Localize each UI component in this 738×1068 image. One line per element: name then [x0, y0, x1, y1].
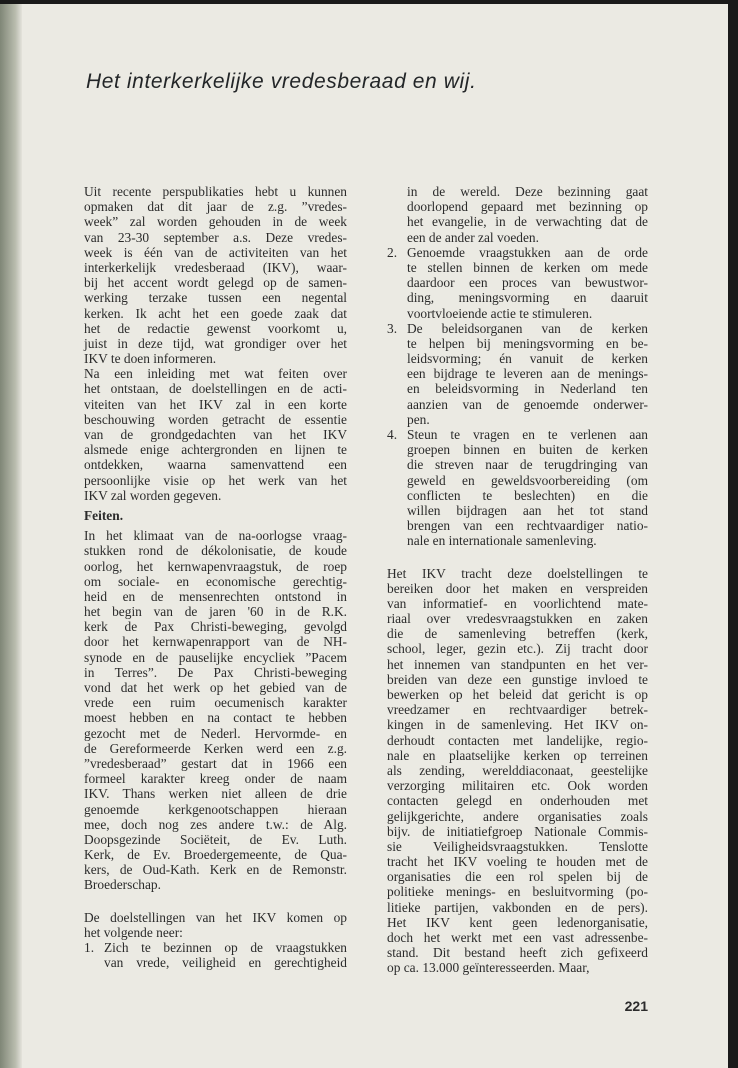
text-line: van informatief- en voorlichtend mate- [387, 595, 648, 611]
text-line: IKV zal worden gegeven. [84, 487, 222, 503]
text-line: Genoemde vraagstukken aan de orde [407, 244, 648, 260]
list-item [387, 321, 648, 427]
list-item [84, 940, 347, 970]
text-line: het ontstaan, de doelstellingen en de acti- [84, 381, 347, 397]
paragraph [84, 184, 347, 366]
text-line: ”vredesberaad” gestart dat in 1966 een [84, 755, 347, 771]
list-item [387, 245, 648, 321]
text-line: gelijkgerichte, andere organisaties zoals [387, 808, 648, 824]
text-line: stukken rond de dékolonisatie, de koude [84, 543, 347, 559]
text-line: van de grondgedachten van het IKV [84, 427, 347, 442]
text-line: IKV te doen informeren. [84, 351, 217, 367]
list-item [387, 184, 648, 245]
text-line: die streven naar de terugdringing van [407, 457, 648, 473]
text-line: tracht het IKV voeling te houden met de [387, 854, 648, 870]
document-page [0, 4, 728, 1068]
text-line: synode en de pauselijke encycliek ”Pacem [84, 649, 347, 665]
text-line: leidsvorming; én vanuit de kerken [407, 351, 648, 367]
text-line: brengen van een rechtvaardiger natio- [407, 518, 648, 534]
text-line: voortvloeiende actie te stimuleren. [407, 305, 593, 321]
text-line: riaal over vredesvraagstukken en zaken [387, 611, 648, 627]
text-line: Doopsgezinde Sociëteit, de Ev. Luth. [84, 831, 347, 847]
text-line: als zending, werelddiaconaat, geestelijke [387, 762, 648, 778]
text-line: litieke partijen, vakbonden en de pers). [387, 899, 648, 915]
text-line: nale en internationale samenleving. [407, 533, 597, 549]
text-line: Na een inleiding met wat feiten over [84, 366, 347, 382]
text-line: de Gereformeerde Kerken werd een z.g. [84, 740, 347, 756]
text-line: week” zal worden gehouden in de week [84, 214, 347, 230]
text-line: derhoudt contacten met landelijke, regio- [387, 732, 648, 748]
text-line: op ca. 13.000 geïnteresseerden. Maar, [387, 960, 590, 976]
text-line: doorlopend gepaard met bezinning op [407, 199, 648, 215]
text-line: De beleidsorganen van de kerken [407, 320, 648, 336]
text-line: sie Veiligheidsvraagstukken. Tenslotte [387, 838, 648, 854]
text-line: De doelstellingen van het IKV komen op [84, 909, 347, 925]
text-line: gezocht met de Nederl. Hervormde- en [84, 725, 347, 741]
text-line: interkerkelijk vredesberaad (IKV), waar- [84, 259, 347, 275]
text-line: in de wereld. Deze bezinning gaat [407, 184, 648, 199]
text-line: vreedzamer en rechtvaardiger betrek- [387, 702, 648, 718]
text-line: mee, doch nog zes andere t.w.: de Alg. [84, 816, 347, 832]
text-line: oorlog, het kernwapenvraagstuk, de roep [84, 558, 347, 574]
text-line: Feiten. [84, 507, 124, 523]
list-number: 3. [387, 320, 398, 336]
text-line: verzorging militairen etc. Ook worden [387, 778, 648, 794]
text-line: bereiken door het maken en verspreiden [387, 580, 648, 596]
text-line: van 23-30 september a.s. Deze vredes- [84, 229, 347, 245]
text-line: formeel karakter kreeg onder de naam [84, 771, 347, 787]
text-line: kingen in de samenleving. Het IKV on- [387, 717, 648, 733]
text-line: en beleidsvorming in Nederland ten [407, 381, 648, 397]
text-line: genoemde kerkgenootschappen hieraan [84, 801, 347, 817]
text-line: politieke menings- en besluitvorming (po- [387, 884, 648, 900]
text-line: bij het accent wordt gelegd op de samen- [84, 275, 347, 291]
text-line: kers, de Oud-Kath. Kerk en de Remonstr. [84, 862, 347, 878]
text-line: school, leger, gezin etc.). Zij tracht door [387, 641, 648, 657]
text-line: werking terzake tussen een negental [84, 290, 347, 306]
text-line: week is één van de activiteiten van het [84, 244, 347, 260]
text-line: om sociale- en economische gerechtig- [84, 573, 347, 589]
text-line: kerk de Pax Christi-beweging, gevolgd [84, 619, 347, 635]
text-line: In het klimaat van de na-oorlogse vraag- [84, 528, 347, 544]
text-line: kerken. Ik acht het een goede zaak dat [84, 305, 347, 321]
text-line: persoonlijke visie op het werk van het [84, 472, 347, 488]
text-line: aanzien van de genoemde onderwer- [407, 396, 648, 412]
text-line: het de redactie gewenst voorkomt u, [84, 320, 347, 336]
text-line: geweld en geweldsvoorbereiding (om [407, 472, 648, 488]
text-line: Het IKV tracht deze doelstellingen te [387, 565, 648, 581]
text-line: bijv. de initiatiefgroep Nationale Commis- [387, 823, 648, 839]
text-line: contacten gelegd en onderhouden met [387, 793, 648, 809]
text-line: heid en de mensenrechten ontstond in [84, 588, 347, 604]
text-line: opmaken dat dit jaar de z.g. ”vredes- [84, 199, 347, 215]
text-line: het begin van de jaren '60 in de R.K. [84, 604, 347, 620]
text-line: juist in deze tijd, wat grondiger over het [84, 335, 347, 351]
text-line: doch het werkt met een vast adressenbe- [387, 930, 648, 945]
text-line: door het kernwapenrapport van de NH- [84, 634, 347, 650]
list-number: 1. [84, 940, 95, 955]
text-line: het volgende neer: [84, 924, 183, 940]
text-line: bewerken op het beleid dat gericht is op [387, 687, 648, 702]
paragraph [84, 910, 347, 940]
article-title: Het interkerkelijke vredesberaad en wij. [86, 70, 477, 93]
text-line: viteiten van het IKV zal in een korte [84, 396, 347, 412]
text-line: IKV. Thans werken niet alleen de drie [84, 786, 347, 802]
text-line: willen bijdragen aan het tot stand [407, 502, 648, 518]
text-line: vond dat het werk op het gebied van de [84, 680, 347, 695]
text-line: het evangelie, in de verwachting dat de [407, 214, 648, 230]
page-number: 221 [624, 998, 648, 1014]
text-line: Kerk, de Ev. Broedergemeente, de Qua- [84, 847, 347, 863]
text-line: moest hebben en na contact te hebben [84, 710, 347, 726]
text-line: te helpen bij meningsvorming en be- [407, 335, 648, 351]
text-line: conflicten te beslechten) en die [407, 487, 648, 503]
text-line: te stellen binnen de kerken om mede [407, 259, 648, 275]
text-line: vrede een ruim oecumenisch karakter [84, 695, 347, 711]
text-line: het innemen van standpunten en het ver- [387, 656, 648, 672]
paragraph [84, 528, 347, 893]
text-line: Het IKV kent geen ledenorganisatie, [387, 914, 648, 930]
list-number: 2. [387, 244, 398, 260]
list-item [387, 427, 648, 549]
left-column [84, 184, 347, 970]
text-line: pen. [407, 411, 430, 427]
text-line: organisaties die een rol spelen bij de [387, 869, 648, 885]
text-line: Steun te vragen en te verlenen aan [407, 427, 648, 442]
page-binding-edge [0, 4, 22, 1068]
text-line: nale en plaatselijke kerken op terreinen [387, 747, 648, 763]
text-line: van vrede, veiligheid en gerechtigheid [104, 955, 347, 971]
paragraph [387, 566, 648, 976]
text-line: die de samenleving betreffen (kerk, [387, 626, 648, 642]
text-line: ontdekken, waarna samenvattend een [84, 457, 347, 473]
text-line: beschouwing worden getracht de essentie [84, 411, 347, 427]
text-line: groepen binnen en buiten de kerken [407, 442, 648, 458]
list-number: 4. [387, 427, 398, 442]
text-line: een bijdrage te leveren aan de menings- [407, 366, 648, 382]
text-line: daardoor een proces van bewustwor- [407, 275, 648, 291]
text-line: alsmede enige achtergronden en lijnen te [84, 442, 347, 458]
text-line: Uit recente perspublikaties hebt u kunnen [84, 184, 347, 199]
section-heading [84, 508, 347, 523]
text-line: in Terres”. De Pax Christi-beweging [84, 664, 347, 680]
text-line: breiden van deze een gunstige invloed te [387, 671, 648, 687]
paragraph [84, 366, 347, 503]
right-column [387, 184, 648, 976]
text-line: Zich te bezinnen op de vraagstukken [104, 940, 347, 955]
text-line: ding, meningsvorming en daaruit [407, 290, 648, 306]
text-line: stand. Dit bestand heeft zich gefixeerd [387, 945, 648, 961]
text-line: een de ander zal voeden. [407, 229, 539, 245]
text-line: Broederschap. [84, 877, 161, 893]
